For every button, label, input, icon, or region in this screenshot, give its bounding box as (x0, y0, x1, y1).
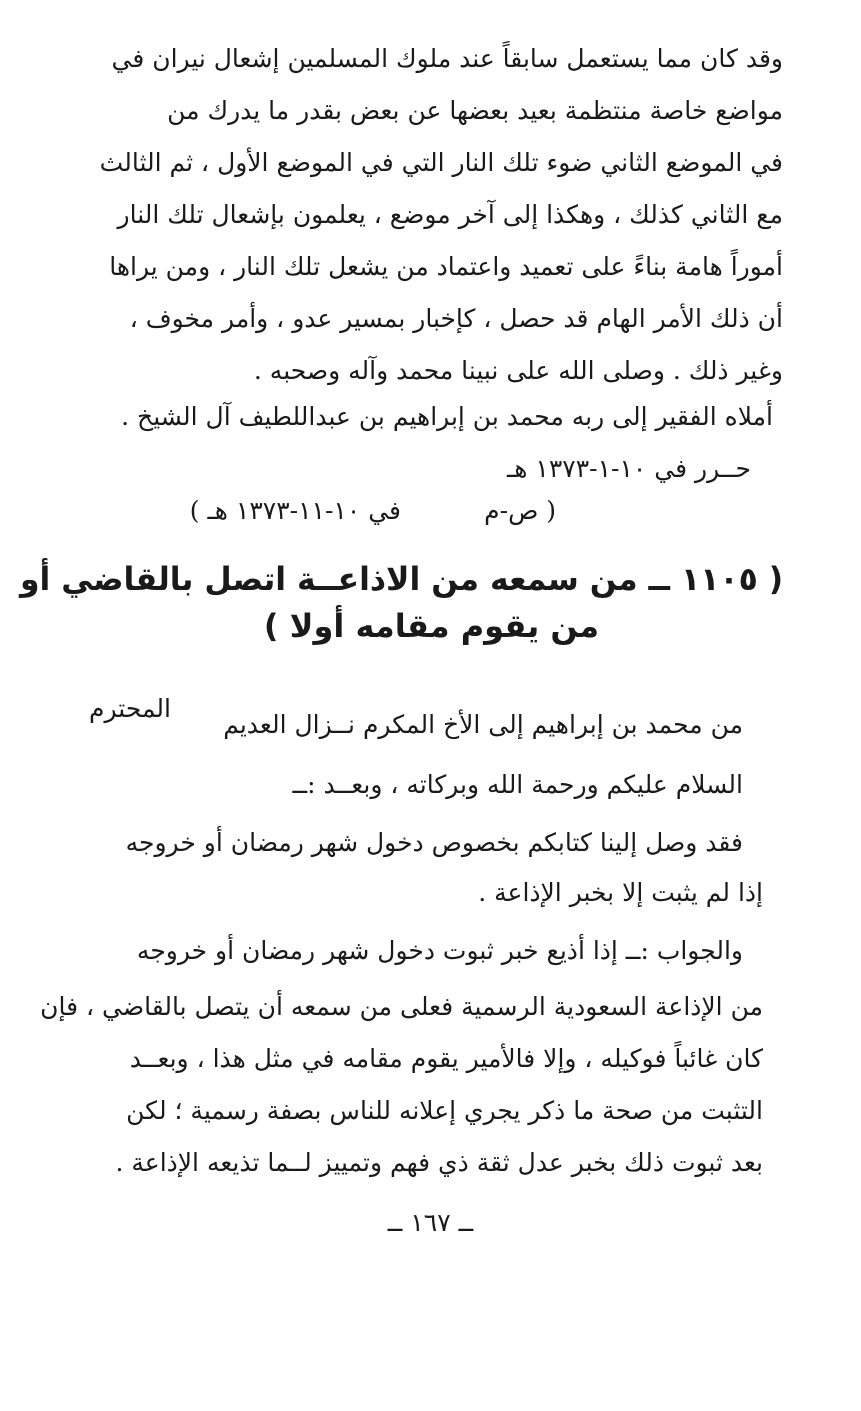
question-line: فقد وصل إلينا كتابكم بخصوص دخول شهر رمضان أو خروجه (125, 828, 743, 857)
paragraph-line: مع الثاني كذلك ، وهكذا إلى آخر موضع ، يعلمون بإشعال تلك النار (117, 200, 783, 229)
answer-line: كان غائباً فوكيله ، وإلا فالأمير يقوم مقامه في مثل هذا ، وبعــد (129, 1044, 763, 1073)
reference-date: في ١٠-١١-١٣٧٣ هـ ) (189, 496, 401, 525)
paragraph-line: وقد كان مما يستعمل سابقاً عند ملوك المسلمين إشعال نيران في (111, 44, 783, 73)
answer-line: التثبت من صحة ما ذكر يجري إعلانه للناس بصفة رسمية ؛ لكن (126, 1096, 763, 1125)
answer-line: بعد ثبوت ذلك بخبر عدل ثقة ذي فهم وتمييز لــما تذيعه الإذاعة . (115, 1148, 763, 1177)
paragraph-line: وغير ذلك . وصلى الله على نبينا محمد وآله وصحبه . (253, 356, 783, 385)
answer-line: والجواب :ــ إذا أذيع خبر ثبوت دخول شهر رمضان أو خروجه (136, 936, 743, 965)
answer-line: من الإذاعة السعودية الرسمية فعلى من سمعه أن يتصل بالقاضي ، فإن (40, 992, 763, 1021)
reference-code: ( ص-م (484, 496, 556, 525)
paragraph-line: في الموضع الثاني ضوء تلك النار التي في الموضع الأول ، ثم الثالث (99, 148, 783, 177)
question-line: إذا لم يثبت إلا بخبر الإذاعة . (478, 878, 763, 907)
section-heading: من يقوم مقامه أولا ) (263, 607, 599, 645)
letter-opening: من محمد بن إبراهيم إلى الأخ المكرم نــزال العديم (223, 710, 743, 739)
letter-opening-title: المحترم (89, 694, 171, 723)
paragraph-line: أن ذلك الأمر الهام قد حصل ، كإخبار بمسير عدو ، وأمر مخوف ، (129, 304, 783, 333)
dictation-line: أملاه الفقير إلى ربه محمد بن إبراهيم بن عبداللطيف آل الشيخ . (121, 402, 773, 431)
letter-greeting: السلام عليكم ورحمة الله وبركاته ، وبعــد :ــ (292, 770, 743, 799)
date-written: حــرر في ١٠-١-١٣٧٣ هـ (506, 454, 751, 483)
paragraph-line: أموراً هامة بناءً على تعميد واعتماد من يشعل تلك النار ، ومن يراها (109, 252, 783, 281)
section-heading: ( ١١٠٥ ــ من سمعه من الاذاعــة اتصل بالقاضي أو (19, 560, 783, 598)
paragraph-line: مواضع خاصة منتظمة بعيد بعضها عن بعض بقدر ما يدرك من (167, 96, 783, 125)
page-number: ــ ١٦٧ ــ (387, 1208, 474, 1237)
